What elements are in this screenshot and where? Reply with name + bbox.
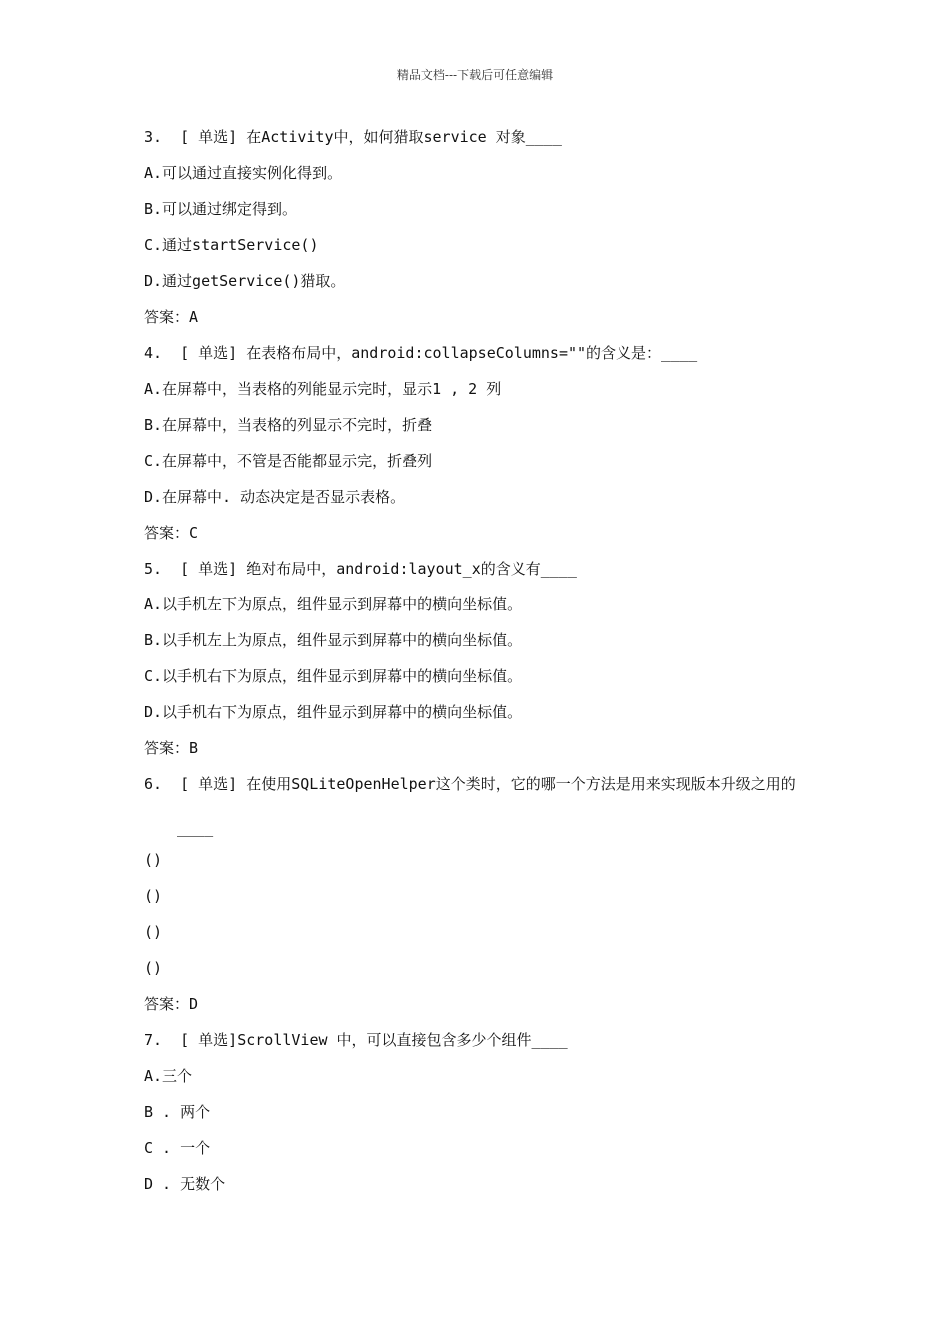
option-a: A.三个 (144, 1067, 193, 1085)
option-c: C.在屏幕中，不管是否能都显示完，折叠列 (144, 452, 433, 470)
option-b: B.可以通过绑定得到。 (144, 200, 298, 218)
option-a: () (144, 851, 163, 869)
question-stem: 7. [ 单选]ScrollView 中，可以直接包含多少个组件____ (144, 1031, 568, 1049)
option-c: C.以手机右下为原点，组件显示到屏幕中的横向坐标值。 (144, 667, 523, 685)
option-d: D.通过getService()猎取。 (144, 272, 346, 290)
question-stem-continuation: ____ (177, 819, 214, 837)
answer: 答案：D (144, 995, 199, 1013)
option-d: D.以手机右下为原点，组件显示到屏幕中的横向坐标值。 (144, 703, 523, 721)
question-stem: 4. [ 单选] 在表格布局中，android:collapseColumns=""的含义是：____ (144, 344, 698, 362)
question-stem: 3. [ 单选] 在Activity中，如何猎取service 对象____ (144, 128, 562, 146)
option-a: A.可以通过直接实例化得到。 (144, 164, 343, 182)
answer: 答案：B (144, 739, 199, 757)
option-c: C . 一个 (144, 1139, 211, 1157)
option-b: B.以手机左上为原点，组件显示到屏幕中的横向坐标值。 (144, 631, 523, 649)
answer: 答案：A (144, 308, 199, 326)
option-b: B.在屏幕中，当表格的列显示不完时，折叠 (144, 416, 433, 434)
answer: 答案：C (144, 524, 199, 542)
option-d: () (144, 959, 163, 977)
option-b: () (144, 887, 163, 905)
option-d: D . 无数个 (144, 1175, 226, 1193)
page-header: 精品文档---下载后可任意编辑 (396, 68, 554, 82)
option-a: A.以手机左下为原点，组件显示到屏幕中的横向坐标值。 (144, 595, 523, 613)
option-a: A.在屏幕中，当表格的列能显示完时，显示1 , 2 列 (144, 380, 502, 398)
question-stem: 5. [ 单选] 绝对布局中，android:layout_x的含义有____ (144, 560, 577, 578)
question-stem: 6. [ 单选] 在使用SQLiteOpenHelper这个类时，它的哪一个方法是用来实现版本升级之用的 (144, 775, 796, 793)
option-c: C.通过startService() (144, 236, 319, 254)
option-d: D.在屏幕中. 动态决定是否显示表格。 (144, 488, 406, 506)
option-b: B . 两个 (144, 1103, 211, 1121)
option-c: () (144, 923, 163, 941)
